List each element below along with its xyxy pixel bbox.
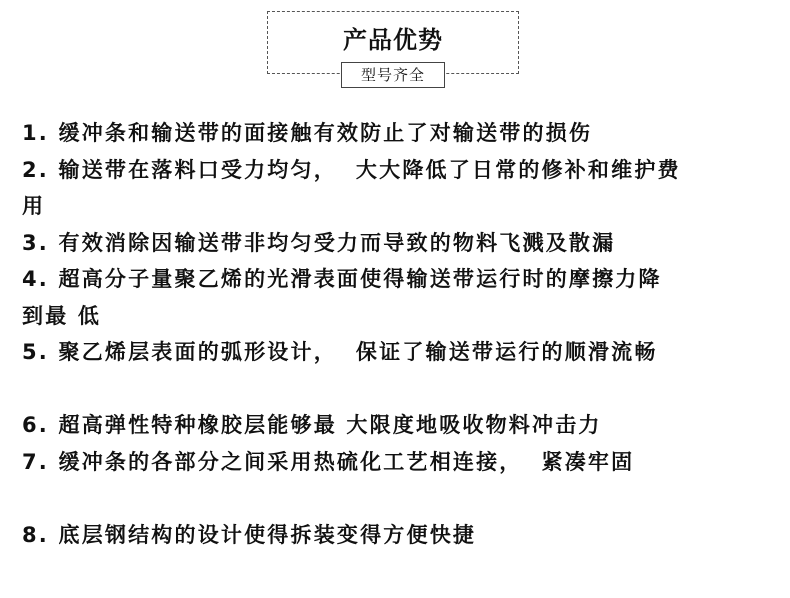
list-line: 4. 超高分子量聚乙烯的光滑表面使得输送带运行时的摩擦力降 <box>22 267 662 291</box>
subtitle-badge: 型号齐全 <box>341 62 445 88</box>
list-line: 5. 聚乙烯层表面的弧形设计， 保证了输送带运行的顺滑流畅 <box>22 340 658 364</box>
header-box <box>267 11 519 84</box>
blank-line <box>22 371 782 408</box>
list-line: 1. 缓冲条和输送带的面接触有效防止了对输送带的损伤 <box>22 121 593 145</box>
list-line: 7. 缓冲条的各部分之间采用热硫化工艺相连接， 紧凑牢固 <box>22 449 635 474</box>
page-title: 产品优势 <box>343 26 443 54</box>
list-line: 6. 超高弹性特种橡胶层能够最 大限度地吸收物料冲击力 <box>22 413 602 437</box>
advantages-list <box>22 115 782 553</box>
blank-line <box>22 480 782 517</box>
list-line: 用 <box>22 194 46 218</box>
list-line: 到最 低 <box>22 303 102 328</box>
list-line: 3. 有效消除因输送带非均匀受力而导致的物料飞溅及散漏 <box>22 230 616 255</box>
list-line: 8. 底层钢结构的设计使得拆装变得方便快捷 <box>22 522 477 547</box>
list-line: 2. 输送带在落料口受力均匀， 大大降低了日常的修补和维护费 <box>22 157 681 182</box>
